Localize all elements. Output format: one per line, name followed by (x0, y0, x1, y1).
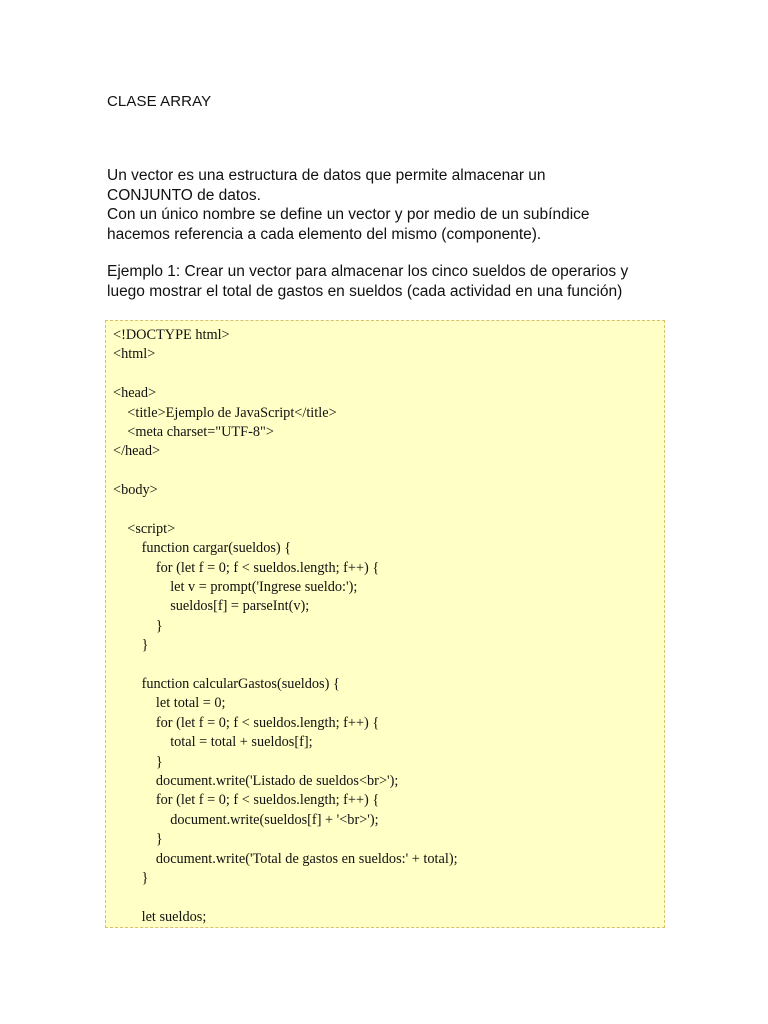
intro-line: Con un único nombre se define un vector y por medio de un subíndice (107, 206, 590, 223)
code-line (113, 462, 458, 481)
code-line: document.write('Total de gastos en sueldos:' + total); (113, 850, 458, 867)
code-line: <html> (113, 346, 156, 363)
code-line: } (113, 617, 163, 634)
code-line: document.write('Listado de sueldos<br>'); (113, 772, 399, 789)
code-line: function cargar(sueldos) { (113, 540, 292, 557)
code-line: for (let f = 0; f < sueldos.length; f++) { (113, 559, 380, 576)
code-line: total = total + sueldos[f]; (113, 734, 313, 751)
code-line: <meta charset="UTF-8"> (113, 423, 274, 440)
intro-paragraph (107, 166, 667, 244)
code-line: document.write(sueldos[f] + '<br>'); (113, 811, 379, 828)
code-line: } (113, 753, 163, 770)
code-line: } (113, 831, 163, 848)
code-line: <title>Ejemplo de JavaScript</title> (113, 404, 337, 421)
code-line (113, 501, 458, 520)
code-line (113, 888, 458, 907)
code-line: } (113, 637, 149, 654)
code-line: sueldos[f] = parseInt(v); (113, 598, 310, 615)
code-line: <head> (113, 385, 157, 402)
intro-line: CONJUNTO de datos. (107, 186, 261, 204)
code-line (113, 656, 458, 675)
code-line: let sueldos; (113, 908, 207, 925)
code-line: <body> (113, 482, 158, 499)
code-line (113, 365, 458, 384)
code-line: for (let f = 0; f < sueldos.length; f++) { (113, 714, 380, 731)
code-line: <!DOCTYPE html> (113, 327, 230, 343)
page-title: CLASE ARRAY (107, 93, 212, 110)
code-block (105, 320, 665, 928)
code-line: </head> (113, 443, 161, 460)
code-line: for (let f = 0; f < sueldos.length; f++) { (113, 792, 380, 809)
intro-line: Un vector es una estructura de datos que permite almacenar un (107, 167, 546, 184)
example-line: Ejemplo 1: Crear un vector para almacenar los cinco sueldos de operarios y (107, 263, 629, 280)
code-listing (113, 326, 458, 927)
code-line: let total = 0; (113, 695, 226, 712)
code-line: } (113, 869, 149, 886)
code-line: let v = prompt('Ingrese sueldo:'); (113, 579, 358, 596)
code-line: function calcularGastos(sueldos) { (113, 676, 340, 693)
code-line: <script> (113, 520, 176, 537)
intro-line: hacemos referencia a cada elemento del mismo (componente). (107, 225, 542, 243)
example-description (107, 262, 667, 301)
example-line: luego mostrar el total de gastos en sueldos (cada actividad en una función) (107, 282, 623, 300)
